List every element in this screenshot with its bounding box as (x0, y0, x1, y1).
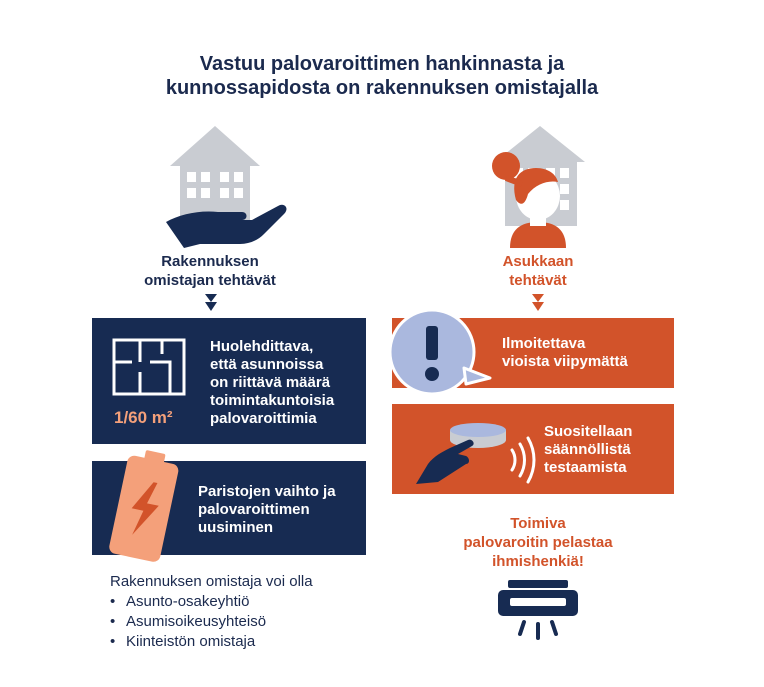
owner-type-item: • Kiinteistön omistaja (126, 632, 390, 652)
building-hand-icon (160, 122, 290, 250)
floor-plan-icon (110, 336, 188, 398)
slogan-line: palovaroitin pelastaa (463, 534, 613, 551)
owner-task-2-text (198, 483, 336, 537)
slogan-line: ihmishenkiä! (492, 553, 584, 570)
resident-task-2-line: Suositellaan (544, 423, 633, 440)
owner-task-1-box (92, 318, 366, 444)
battery-icon (104, 447, 186, 569)
resident-arrow-icon (530, 294, 546, 314)
owner-task-1-line: palovaroittimia (210, 410, 317, 427)
owner-type-item: • Asumisoikeusyhteisö (126, 612, 390, 632)
owner-task-2-line: Paristojen vaihto ja (198, 483, 336, 500)
title-line-1: Vastuu palovaroittimen hankinnasta ja (199, 53, 565, 75)
resident-label-line-2: tehtävät (509, 272, 567, 289)
smoke-detector-icon (494, 578, 582, 640)
owner-task-2-line: uusiminen (198, 519, 274, 536)
slogan (418, 514, 658, 571)
resident-task-1-line: vioista viipymättä (502, 353, 628, 370)
owner-arrow-icon (203, 294, 219, 314)
owner-task-1-text (210, 338, 334, 428)
resident-task-2-line: testaamista (544, 459, 627, 476)
title-line-2: kunnossapidosta on rakennuksen omistajalla (165, 77, 599, 99)
owner-types-heading: Rakennuksen omistaja voi olla (110, 573, 313, 590)
resident-task-1-text (502, 335, 628, 371)
owner-label-line-1: Rakennuksen (161, 253, 259, 270)
owner-type-item: • Asunto-osakeyhtiö (126, 592, 390, 612)
resident-task-1-line: Ilmoitettava (502, 335, 586, 352)
slogan-line: Toimiva (510, 515, 566, 532)
resident-task-2-text (544, 423, 632, 477)
owner-task-2-line: palovaroittimen (198, 501, 310, 518)
resident-label-line-1: Asukkaan (502, 253, 574, 270)
page-title (0, 52, 764, 100)
owner-task-1-line: Huolehdittava, (210, 338, 314, 355)
owner-task-1-line: että asunnoissa (210, 356, 324, 373)
owner-task-1-line: toimintakuntoisia (210, 392, 335, 409)
owner-label (120, 252, 300, 290)
resident-task-2-line: säännöllistä (544, 441, 631, 458)
resident-label (448, 252, 628, 290)
owner-types-list (110, 572, 390, 652)
building-resident-icon (470, 122, 590, 250)
owner-task-1-line: on riittävä määrä (210, 374, 331, 391)
coverage-ratio: 1/60 m² (114, 408, 173, 427)
test-detector-icon (408, 412, 538, 492)
warning-bubble-icon (386, 306, 496, 398)
resident-task-2-box (392, 404, 674, 494)
owner-label-line-2: omistajan tehtävät (144, 272, 276, 289)
